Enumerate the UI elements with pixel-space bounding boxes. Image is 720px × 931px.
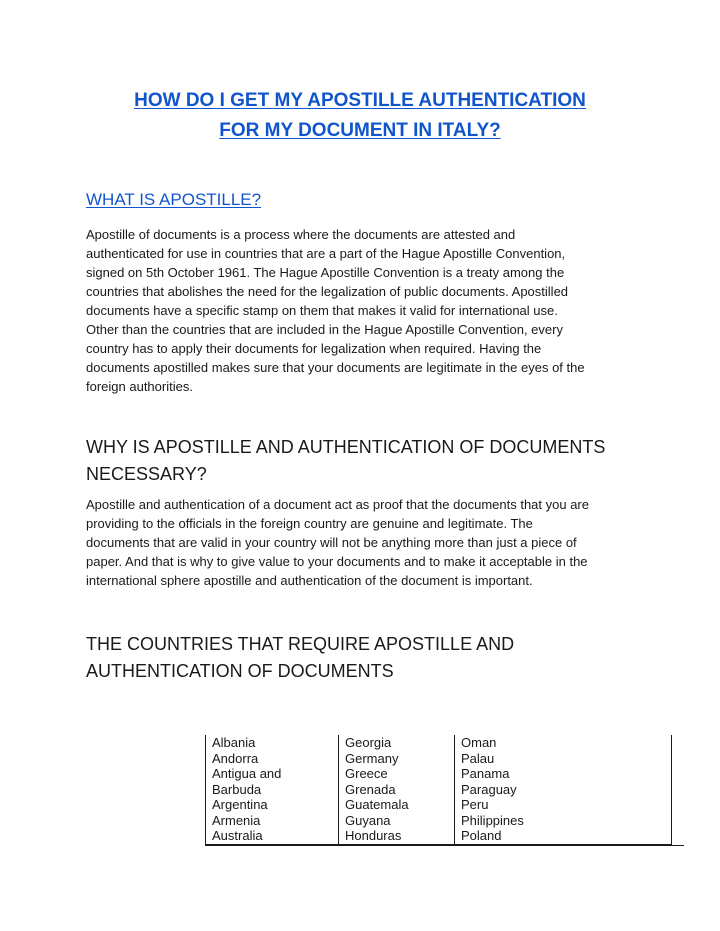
country-cell: Honduras: [345, 828, 402, 843]
paragraph-line: documents apostilled makes sure that your documents are legitimate in the eyes of the: [86, 360, 585, 375]
paragraph-line: international sphere apostille and authentication of the document is important.: [86, 573, 533, 588]
paragraph-line: Other than the countries that are included in the Hague Apostille Convention, every: [86, 322, 563, 337]
countries-heading: [86, 631, 514, 685]
countries-column-2: [339, 735, 455, 844]
paragraph-line: signed on 5th October 1961. The Hague Apostille Convention is a treaty among the: [86, 265, 565, 280]
page-title-line-2[interactable]: FOR MY DOCUMENT IN ITALY?: [219, 120, 501, 141]
country-cell: Barbuda: [212, 781, 262, 797]
why-apostille-paragraph: [86, 495, 646, 590]
paragraph-line: paper. And that is why to give value to your documents and to make it acceptable in the: [86, 554, 588, 569]
page-title[interactable]: [0, 86, 720, 146]
why-apostille-heading: [86, 434, 605, 488]
country-cell: Antigua and: [212, 766, 282, 781]
table-row: [206, 735, 672, 844]
country-cell: Oman: [461, 735, 497, 750]
heading-line: NECESSARY?: [86, 464, 207, 484]
paragraph-line: Apostille and authentication of a document act as proof that the documents that you are: [86, 497, 589, 512]
country-cell: Australia: [212, 828, 263, 843]
paragraph-line: Apostille of documents is a process where the documents are attested and: [86, 227, 516, 242]
countries-column-3: [455, 735, 672, 844]
country-cell: Grenada: [345, 781, 396, 797]
paragraph-line: foreign authorities.: [86, 379, 193, 394]
country-cell: Greece: [345, 766, 388, 781]
what-is-apostille-paragraph: [86, 225, 646, 396]
country-cell: Albania: [212, 735, 256, 750]
country-cell: Philippines: [461, 812, 524, 828]
country-cell: Argentina: [212, 797, 268, 812]
country-cell: Poland: [461, 828, 502, 843]
country-cell: Guatemala: [345, 797, 409, 812]
paragraph-line: authenticated for use in countries that are a part of the Hague Apostille Convention,: [86, 246, 566, 261]
page-title-line-1[interactable]: HOW DO I GET MY APOSTILLE AUTHENTICATION: [134, 90, 586, 111]
country-cell: Andorra: [212, 750, 259, 766]
countries-table: [205, 735, 672, 845]
heading-line: THE COUNTRIES THAT REQUIRE APOSTILLE AND: [86, 634, 515, 654]
table-bottom-border: [205, 845, 684, 846]
country-cell: Guyana: [345, 812, 391, 828]
country-cell: Germany: [345, 750, 399, 766]
heading-line: AUTHENTICATION OF DOCUMENTS: [86, 661, 394, 681]
paragraph-line: country has to apply their documents for legalization when required. Having the: [86, 341, 542, 356]
country-cell: Panama: [461, 766, 510, 781]
country-cell: Armenia: [212, 812, 261, 828]
country-cell: Palau: [461, 750, 495, 766]
paragraph-line: documents have a specific stamp on them that makes it valid for international use.: [86, 303, 558, 318]
heading-line: WHY IS APOSTILLE AND AUTHENTICATION OF DOCUMENTS: [86, 437, 606, 457]
countries-column-1: [206, 735, 339, 844]
paragraph-line: providing to the officials in the foreign country are genuine and legitimate. The: [86, 516, 533, 531]
what-is-apostille-heading[interactable]: WHAT IS APOSTILLE?: [86, 190, 262, 209]
country-cell: Georgia: [345, 735, 392, 750]
paragraph-line: countries that abolishes the need for the legalization of public documents. Apostilled: [86, 284, 569, 299]
country-cell: Paraguay: [461, 781, 517, 797]
paragraph-line: documents that are valid in your country will not be anything more than just a piece of: [86, 535, 577, 550]
country-cell: Peru: [461, 797, 489, 812]
